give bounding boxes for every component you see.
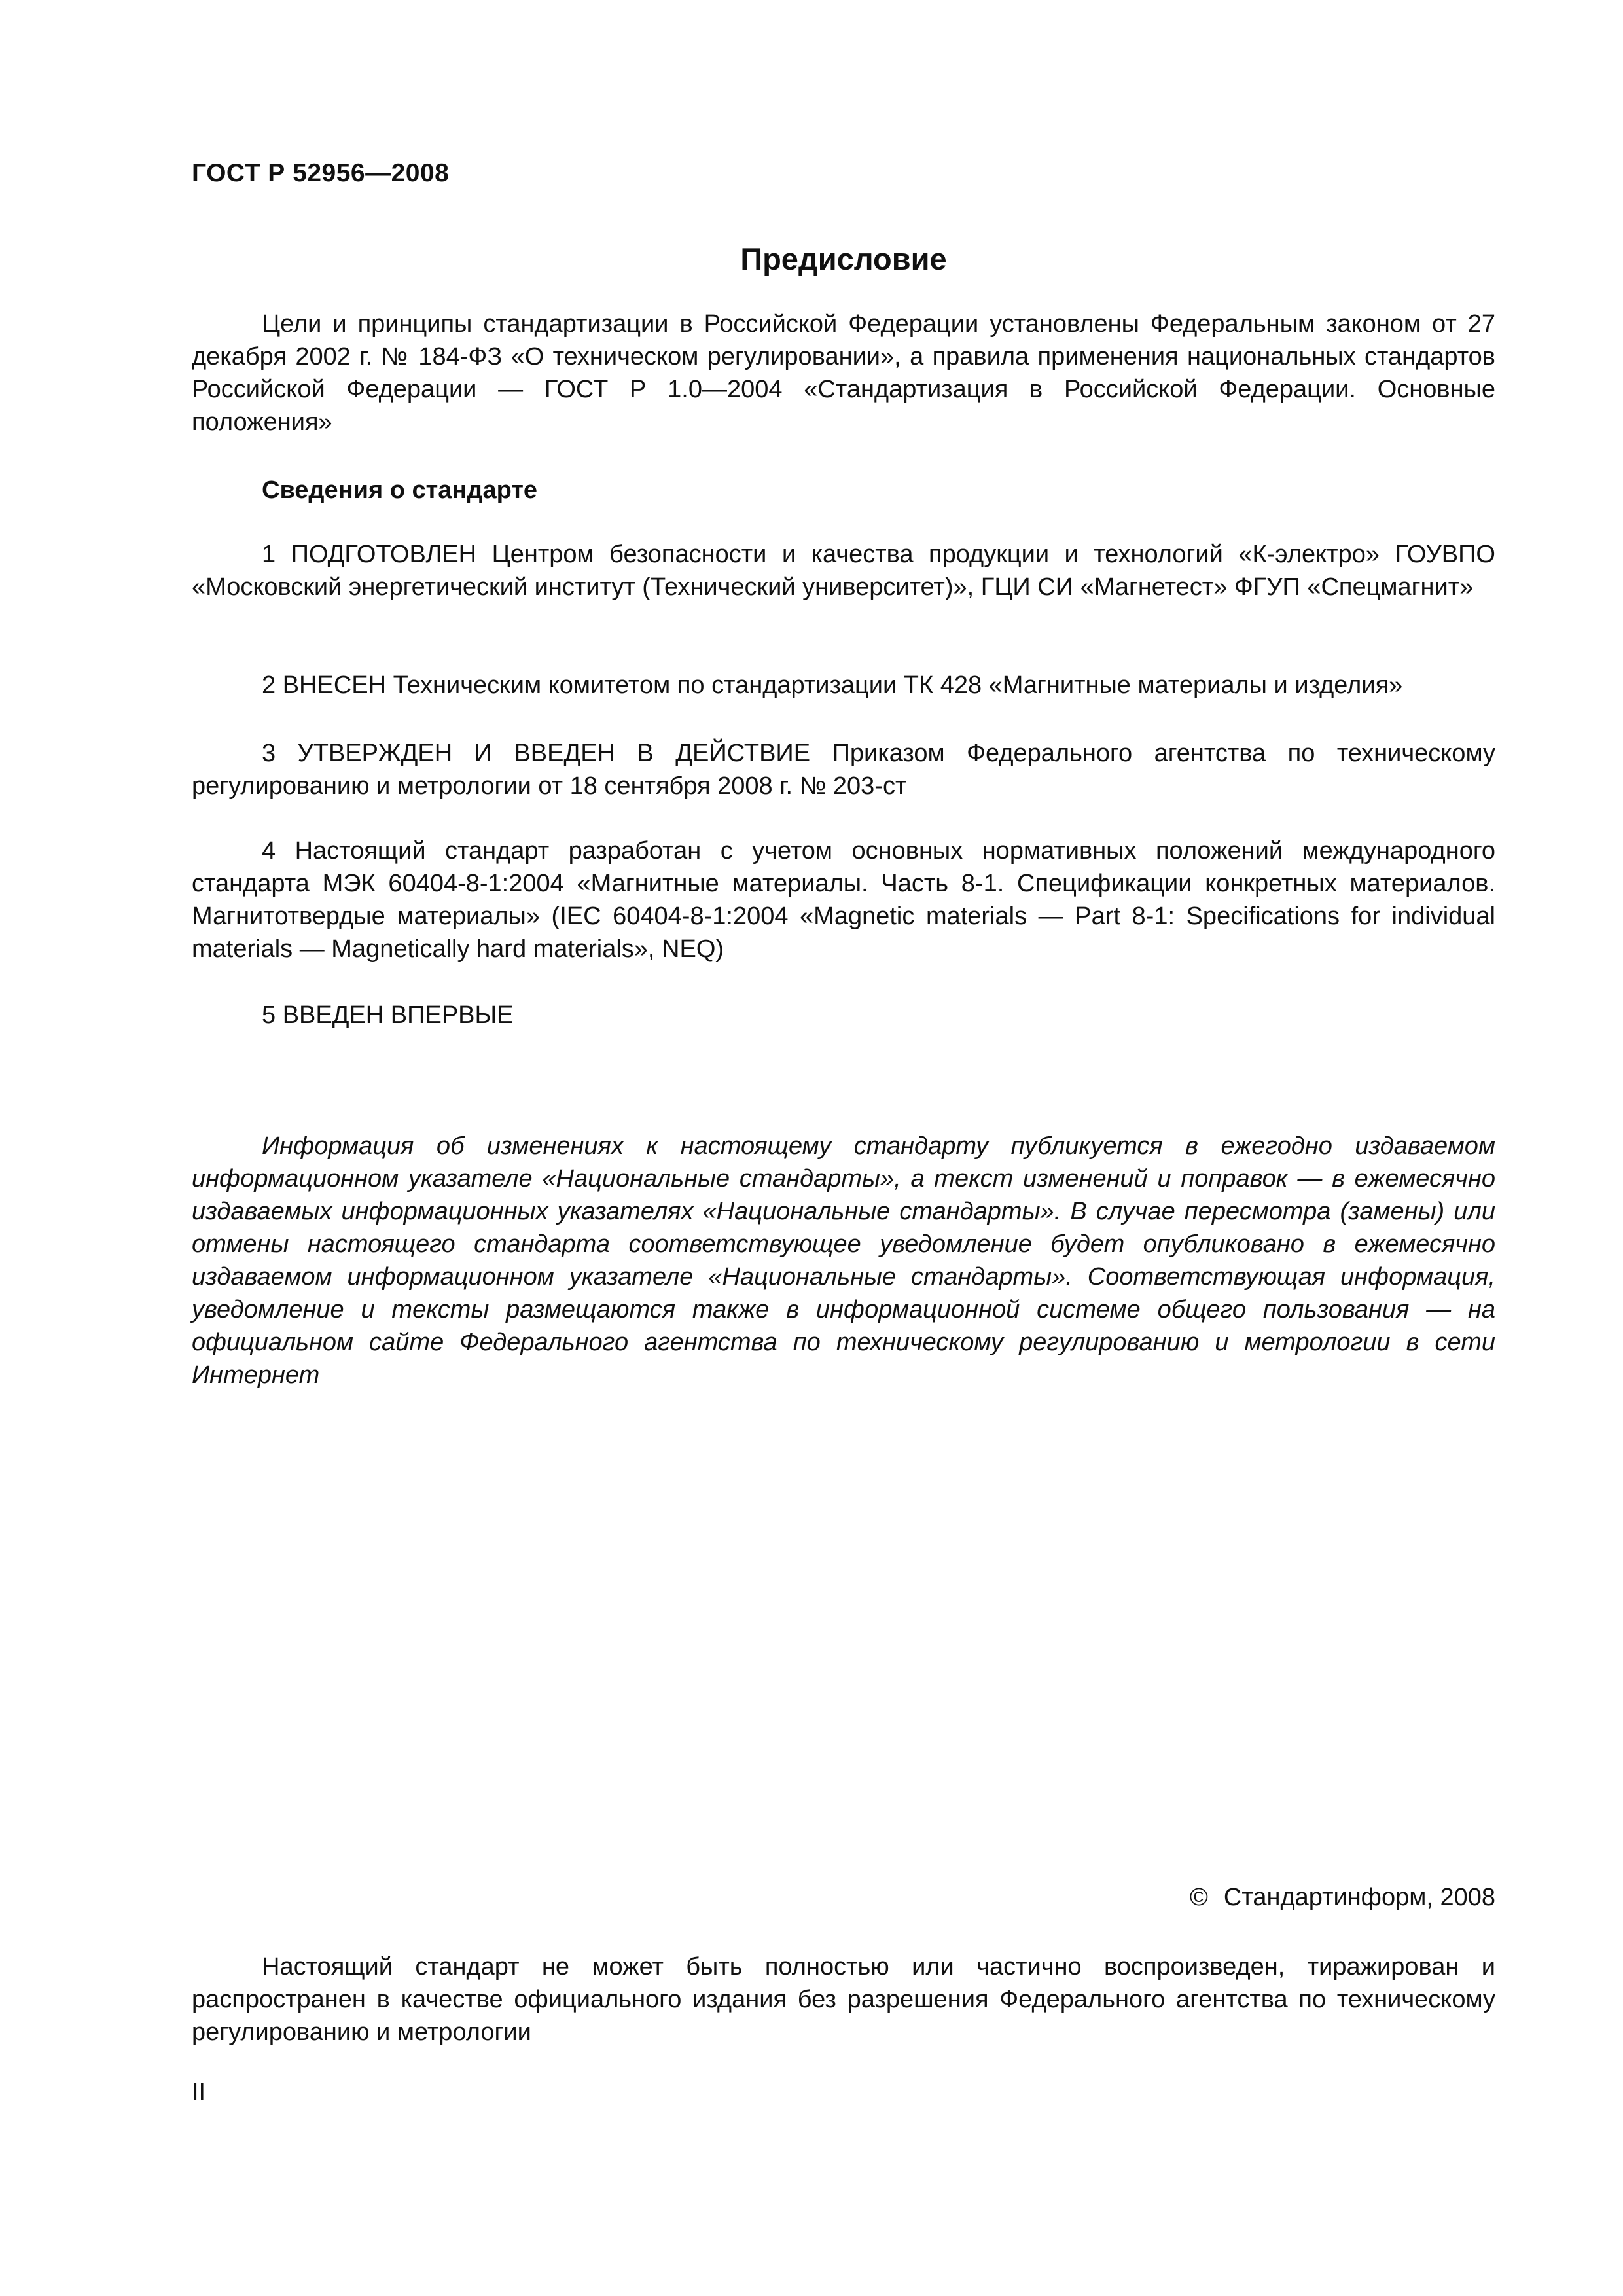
item-2-block [192,669,1495,702]
document-code: ГОСТ Р 52956—2008 [192,159,450,187]
section-heading: Сведения о стандарте [262,476,538,504]
reproduction-notice: Настоящий стандарт не может быть полностью или частично воспроизведен, тиражирован и распространен в качестве официального издания без разрешения Федерального агентства по техническому регулированию и метрологии [192,1953,1495,2046]
page-number: II [192,2079,206,2106]
item-4-block [192,834,1495,965]
list-item: 2 ВНЕСЕН Техническим комитетом по стандартизации ТК 428 «Магнитные материалы и изделия» [262,672,1403,699]
list-item: 5 ВВЕДЕН ВПЕРВЫЕ [262,1001,514,1029]
intro-paragraph: Цели и принципы стандартизации в Российской Федерации установлены Федеральным законом от 27 декабря 2002 г. № 184-ФЗ «О техническом регулировании», а правила применения национальных стандартов Российской Федерации — ГОСТ Р 1.0—2004 «Стандартизация в Российской Федерации. Основные положения» [192,310,1495,436]
list-item: 4 Настоящий стандарт разработан с учетом основных нормативных положений международного стандарта МЭК 60404-8-1:2004 «Магнитные материалы. Часть 8-1. Спецификации конкретных материалов. Магнитотвердые материалы» (IEC 60404-8-1:2004 «Magnetic materials — Part 8-1: Specifications for individual materials — Magnetically hard materials», NEQ) [192,837,1495,963]
item-1-block [192,538,1495,603]
list-item: 1 ПОДГОТОВЛЕН Центром безопасности и качества продукции и технологий «К-электро» ГОУВПО «Московский энергетический институт (Технический университет)», ГЦИ СИ «Магнетест» ФГУП «Спецмагнит» [192,541,1495,601]
item-3-block [192,737,1495,802]
document-page [192,0,1495,2296]
item-5-block [192,999,1495,1031]
list-item: 3 УТВЕРЖДЕН И ВВЕДЕН В ДЕЙСТВИЕ Приказом Федерального агентства по техническому регулированию и метрологии от 18 сентября 2008 г. № 203-ст [192,740,1495,800]
info-notice: Информация об изменениях к настоящему стандарту публикуется в ежегодно издаваемом информационном указателе «Национальные стандарты», а текст изменений и поправок — в ежемесячно издаваемых информационных указателях «Национальные стандарты». В случае пересмотра (замены) или отмены настоящего стандарта соответствующее уведомление будет опубликовано в ежемесячно издаваемом информационном указателе «Национальные стандарты». Соответствующая информация, уведомление и тексты размещаются также в информационной системе общего пользования — на официальном сайте Федерального агентства по техническому регулированию и метрологии в сети Интернет [192,1132,1495,1389]
reproduction-notice-block [192,1950,1495,2049]
copyright-text: Стандартинформ, 2008 [1223,1884,1495,1911]
intro-paragraph-block [192,308,1495,439]
copyright-line [1190,1884,1495,1912]
copyright-icon: © [1189,1884,1208,1911]
info-notice-block [192,1130,1495,1391]
page-title: Предисловие [740,242,947,276]
